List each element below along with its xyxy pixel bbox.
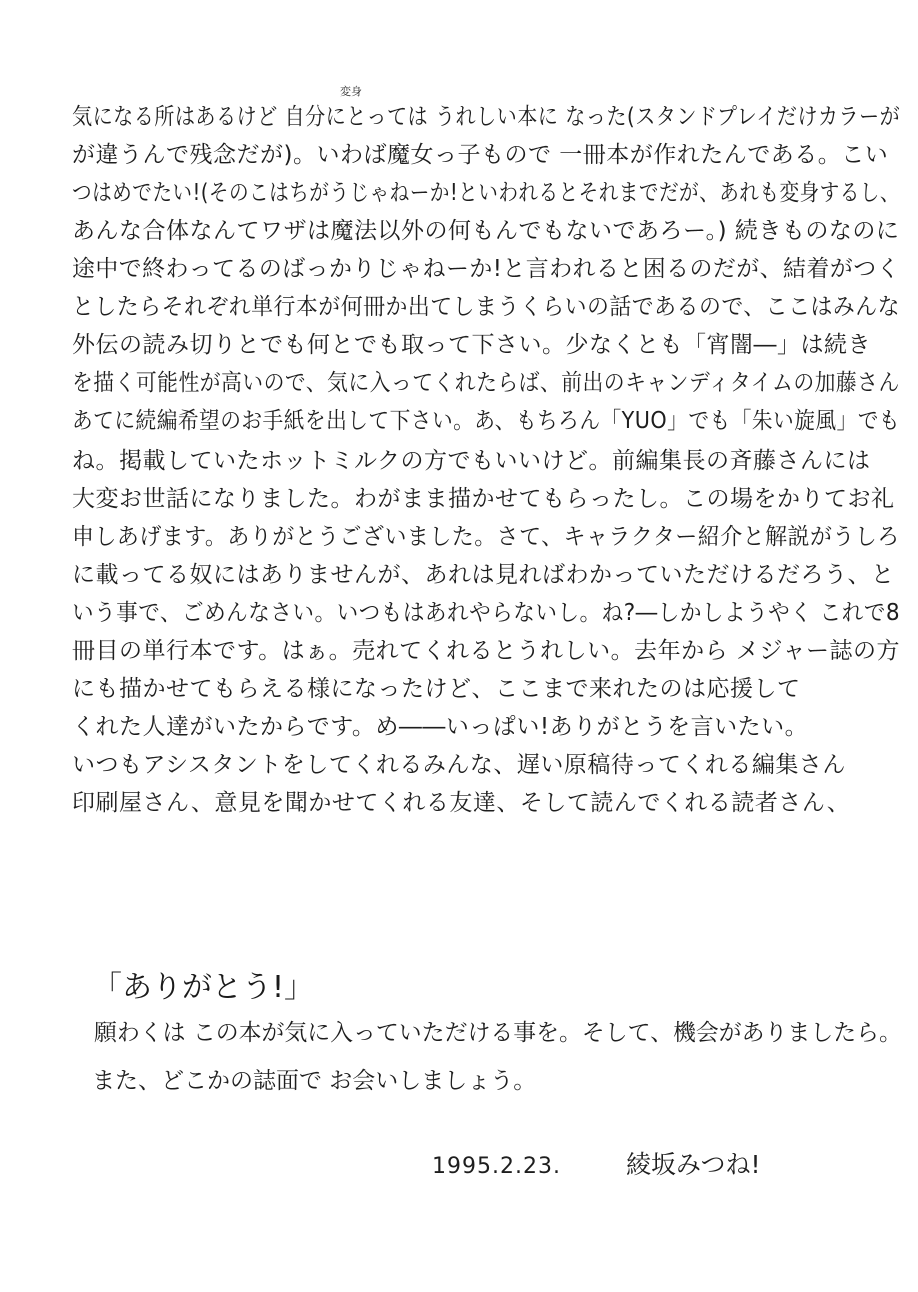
letter-line-7: 外伝の読み切りとでも何とでも取って下さい。少なくとも「宵闇―」は続き — [72, 332, 871, 358]
letter-line-4: あんな合体なんてワザは魔法以外の何もんでもないであろー。) 続きものなのに — [72, 218, 900, 244]
thanks-heading: 「ありがとう!」 — [92, 970, 315, 1005]
letter-line-8: を描く可能性が高いので、気に入ってくれたらば、前出のキャンディタイムの加藤さん — [72, 370, 900, 396]
author-signature: 綾坂みつね! — [626, 1150, 761, 1179]
letter-line-2: が違うんで残念だが)。いわば魔女っ子もので 一冊本が作れたんである。こい — [72, 142, 889, 168]
closing-line-2: また、どこかの誌面で お会いしましょう。 — [92, 1068, 537, 1094]
letter-line-15: 冊目の単行本です。はぁ。売れてくれるとうれしい。去年から メジャー誌の方 — [72, 638, 901, 664]
letter-date: 1995.2.23. — [432, 1154, 561, 1179]
letter-line-17: くれた人達がいたからです。め――いっぱい!ありがとうを言いたい。 — [72, 714, 809, 740]
closing-line-1: 願わくは この本が気に入っていただける事を。そして、機会がありましたら。 — [93, 1020, 902, 1046]
letter-line-5: 途中で終わってるのばっかりじゃねーか!と言われると困るのだが、結着がつく — [72, 256, 901, 282]
letter-line-16: にも描かせてもらえる様になったけど、ここまで来れたのは応援して — [72, 676, 801, 702]
letter-line-9: あてに続編希望のお手紙を出して下さい。あ、もちろん「YUO」でも「朱い旋風」でも — [72, 408, 901, 434]
letter-line-12: 申しあげます。ありがとうございました。さて、キャラクター紹介と解説がうしろ — [72, 524, 900, 550]
letter-line-11: 大変お世話になりました。わがまま描かせてもらったし。この場をかりてお礼 — [72, 486, 895, 512]
letter-line-10: ね。掲載していたホットミルクの方でもいいけど。前編集長の斉藤さんには — [72, 448, 871, 474]
letter-line-14: いう事で、ごめんなさい。いつもはあれやらないし。ね?―しかしようやく これで8 — [72, 600, 901, 626]
letter-line-1: 気になる所はあるけど 自分にとっては うれしい本に なった(スタンドプレイだけカラーが — [72, 104, 901, 130]
letter-line-3: つはめでたい!(そのこはちがうじゃねーか!といわれるとそれまでだが、あれも変身するし、 — [72, 180, 900, 206]
letter-line-13: に載ってる奴にはありませんが、あれは見ればわかっていただけるだろう、と — [72, 562, 895, 588]
letter-line-18: いつもアシスタントをしてくれるみんな、遅い原稿待ってくれる編集さん — [72, 752, 846, 778]
letter-line-6: としたらそれぞれ単行本が何冊か出てしまうくらいの話であるので、ここはみんな — [72, 294, 901, 320]
letter-line-19: 印刷屋さん、意見を聞かせてくれる友達、そして読んでくれる読者さん、 — [72, 790, 851, 816]
ruby-annotation: 変身 — [340, 85, 362, 98]
